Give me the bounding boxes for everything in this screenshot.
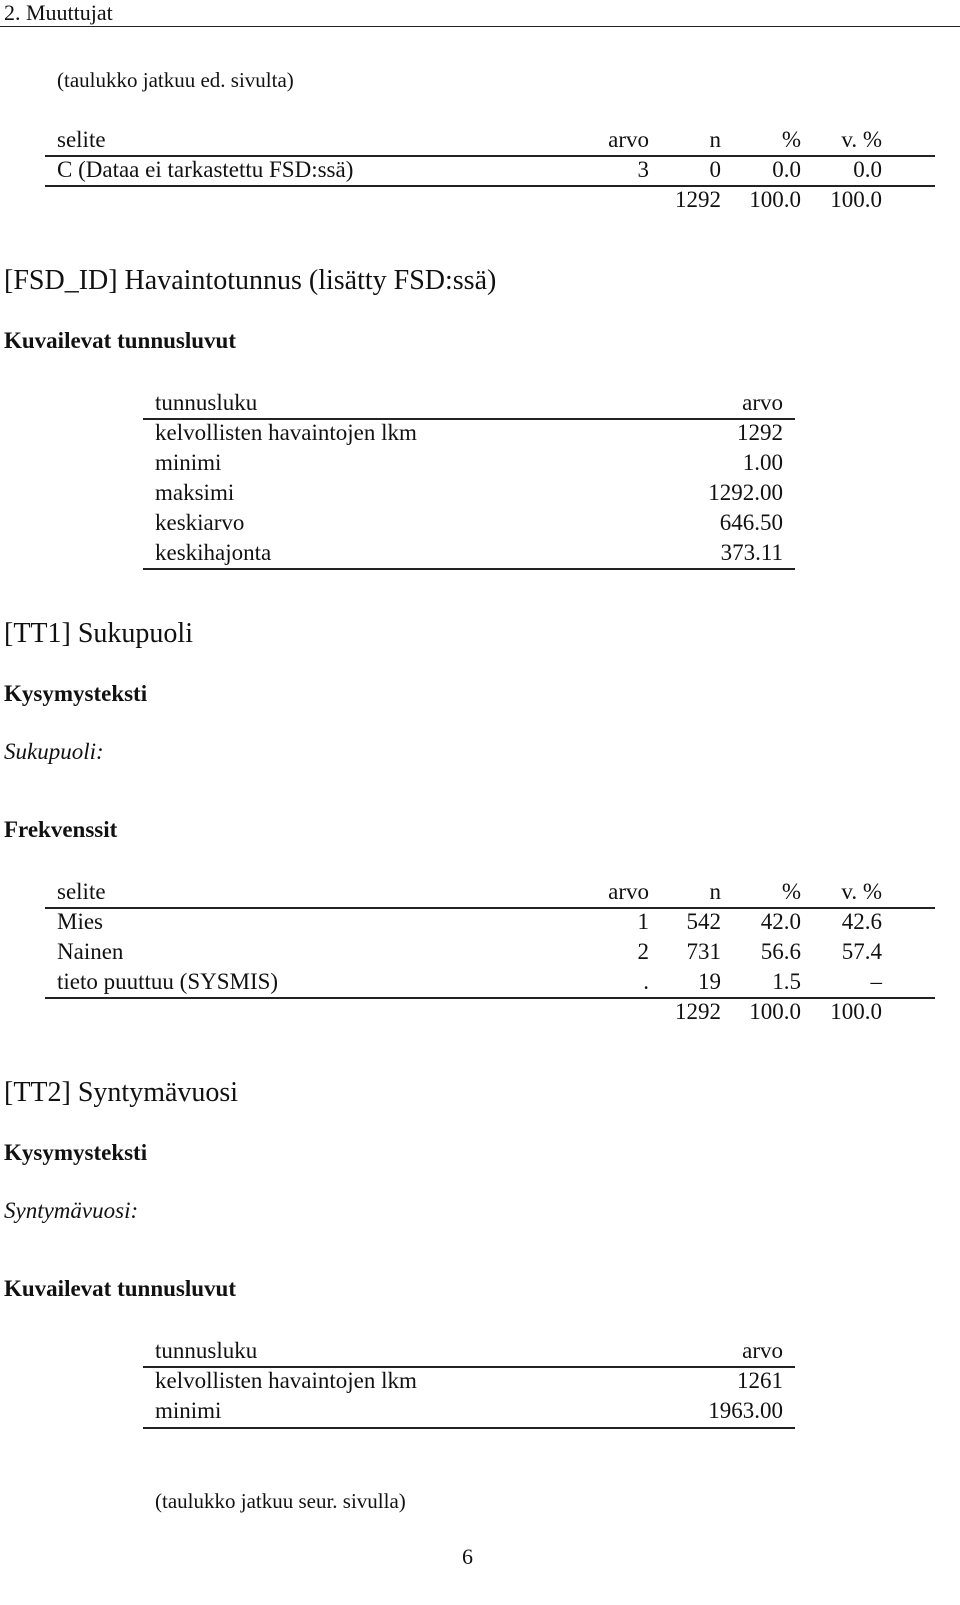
cell-valid-pct: 0.0	[853, 157, 882, 182]
cell-arvo: 3	[637, 157, 649, 182]
cell-selite: C (Dataa ei tarkastettu FSD:ssä)	[57, 157, 354, 182]
stats-heading-tt2: Kuvailevat tunnusluvut	[4, 1276, 236, 1301]
cell-valid-pct: 57.4	[841, 939, 882, 964]
table-row	[155, 1396, 783, 1426]
cell-stat-name: kelvollisten havaintojen lkm	[155, 1368, 417, 1393]
cell-n: 542	[686, 909, 721, 934]
table-row	[57, 967, 882, 997]
question-heading-tt1: Kysymysteksti	[4, 681, 148, 706]
table-row	[155, 478, 783, 508]
col-arvo: arvo	[608, 127, 649, 152]
cell-pct: 42.0	[760, 909, 801, 934]
col-n: n	[709, 127, 721, 152]
table-row	[57, 907, 882, 937]
cell-valid-pct: 100.0	[830, 187, 882, 212]
continued-next-note: (taulukko jatkuu seur. sivulla)	[155, 1489, 406, 1513]
table-row	[57, 155, 882, 185]
cell-pct: 1.5	[772, 969, 801, 994]
cell-selite	[57, 997, 572, 1027]
col-n: n	[709, 879, 721, 904]
stats-fsd-id-header-rule	[143, 418, 795, 420]
question-text-tt1: Sukupuoli:	[4, 739, 104, 764]
cell-arvo: .	[643, 969, 649, 994]
table-row	[155, 508, 783, 538]
freq-heading-tt1: Frekvenssit	[4, 817, 118, 842]
stats-tt2-bottom-rule	[143, 1427, 795, 1429]
cell-valid-pct: 42.6	[841, 909, 882, 934]
cell-stat-name: kelvollisten havaintojen lkm	[155, 420, 417, 445]
table-row	[57, 937, 882, 967]
cell-valid-pct: –	[870, 969, 882, 994]
freq-table-tt1	[57, 877, 882, 1027]
cell-stat-value: 1292	[737, 420, 783, 445]
col-tunnusluku: tunnusluku	[155, 390, 258, 415]
cell-stat-name: keskiarvo	[155, 510, 245, 535]
cell-stat-value: 1261	[737, 1368, 783, 1393]
cell-stat-name: minimi	[155, 1398, 222, 1423]
col-pct: %	[781, 879, 801, 904]
stats-fsd-id-bottom-rule	[143, 568, 795, 570]
freq-tt1-header-rule	[45, 907, 935, 909]
col-pct: %	[781, 127, 801, 152]
cell-selite: tieto puuttuu (SYSMIS)	[57, 969, 279, 994]
section-title-tt2: [TT2] Syntymävuosi	[4, 1077, 239, 1108]
continued-from-note: (taulukko jatkuu ed. sivulta)	[57, 68, 294, 92]
col-arvo: arvo	[608, 879, 649, 904]
cell-pct: 100.0	[749, 187, 801, 212]
cell-stat-value: 1963.00	[708, 1398, 783, 1423]
section-title-tt1: [TT1] Sukupuoli	[4, 618, 193, 649]
col-valid-pct: v. %	[841, 879, 882, 904]
header-rule	[0, 26, 960, 27]
cell-pct: 100.0	[749, 999, 801, 1024]
col-valid-pct: v. %	[841, 127, 882, 152]
table-top-body-rule	[45, 185, 935, 187]
table-row	[155, 1366, 783, 1396]
freq-table-top	[57, 125, 882, 215]
question-text-tt2: Syntymävuosi:	[4, 1198, 139, 1223]
table-row	[155, 538, 783, 568]
cell-arvo	[572, 997, 649, 1027]
cell-pct: 56.6	[760, 939, 801, 964]
table-row	[155, 418, 783, 448]
table-header-row	[155, 1336, 783, 1366]
stats-table-fsd-id	[155, 388, 783, 568]
cell-selite: Mies	[57, 909, 103, 934]
cell-n: 1292	[675, 999, 721, 1024]
col-tunnusluku: tunnusluku	[155, 1338, 258, 1363]
page-number: 6	[462, 1544, 473, 1569]
cell-pct: 0.0	[772, 157, 801, 182]
cell-n: 0	[709, 157, 721, 182]
cell-stat-value: 373.11	[720, 540, 783, 565]
cell-arvo: 2	[637, 939, 649, 964]
stats-heading-fsd-id: Kuvailevat tunnusluvut	[4, 328, 236, 353]
table-header-row	[57, 125, 882, 155]
cell-stat-name: maksimi	[155, 480, 235, 505]
table-total-row	[57, 185, 882, 215]
cell-n: 19	[698, 969, 721, 994]
cell-arvo: 1	[637, 909, 649, 934]
section-title-fsd-id: [FSD_ID] Havaintotunnus (lisätty FSD:ssä)	[4, 265, 497, 296]
question-heading-tt2: Kysymysteksti	[4, 1140, 148, 1165]
cell-selite: Nainen	[57, 939, 124, 964]
cell-valid-pct: 100.0	[830, 999, 882, 1024]
col-selite: selite	[57, 127, 106, 152]
freq-tt1-body-rule	[45, 997, 935, 999]
cell-arvo	[572, 185, 649, 215]
table-row	[155, 448, 783, 478]
cell-n: 731	[686, 939, 721, 964]
col-arvo: arvo	[742, 1338, 783, 1363]
cell-n: 1292	[675, 187, 721, 212]
cell-stat-value: 1.00	[742, 450, 783, 475]
stats-tt2-header-rule	[143, 1366, 795, 1368]
table-header-row	[57, 877, 882, 907]
col-selite: selite	[57, 879, 106, 904]
cell-stat-value: 1292.00	[708, 480, 783, 505]
cell-stat-value: 646.50	[719, 510, 783, 535]
table-top-header-rule	[45, 155, 935, 157]
table-total-row	[57, 997, 882, 1027]
col-arvo: arvo	[742, 390, 783, 415]
cell-stat-name: keskihajonta	[155, 540, 272, 565]
running-header: 2. Muuttujat	[4, 0, 113, 25]
cell-stat-name: minimi	[155, 450, 222, 475]
stats-table-tt2	[155, 1336, 783, 1426]
table-header-row	[155, 388, 783, 418]
cell-selite	[57, 185, 572, 215]
